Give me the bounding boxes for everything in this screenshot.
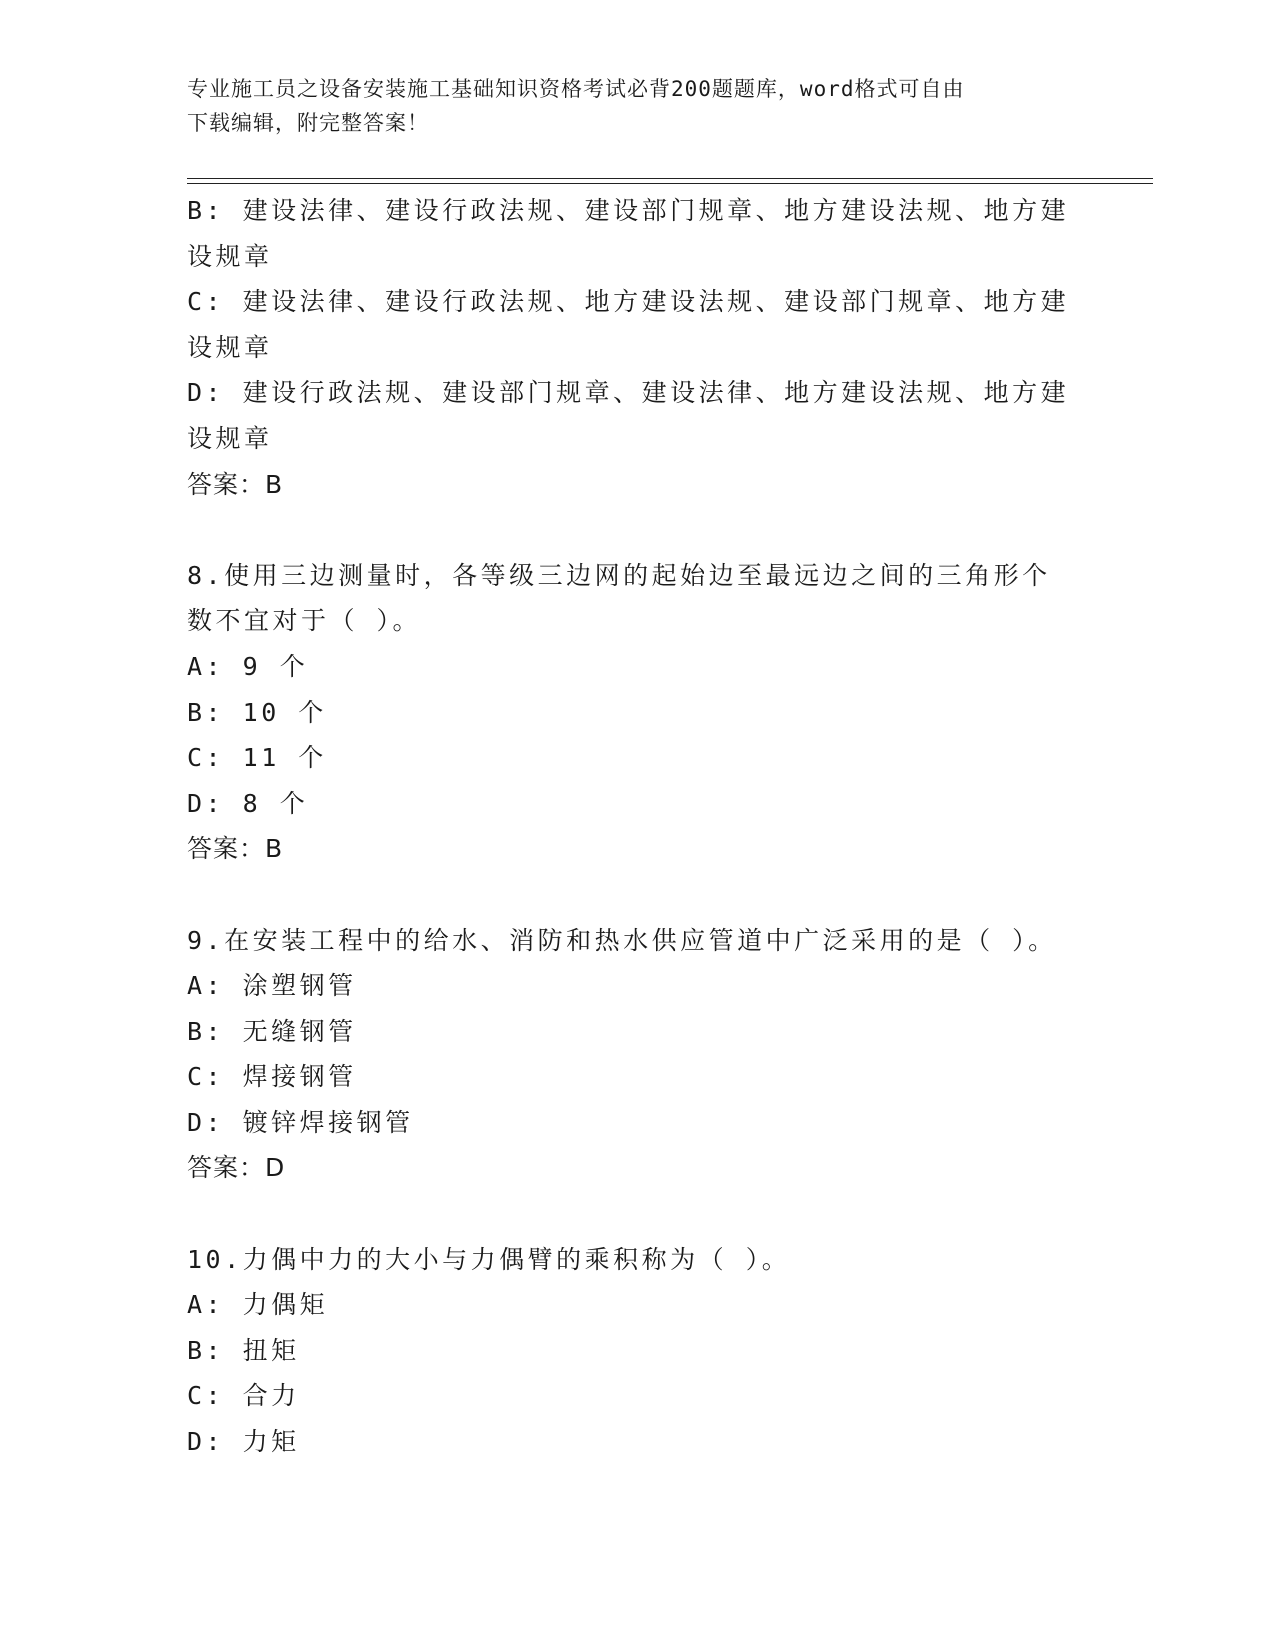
option-a: A: 涂塑钢管 xyxy=(187,971,357,1001)
question-stem: 10.力偶中力的大小与力偶臂的乘积称为（ ）。 xyxy=(187,1244,791,1274)
option-c: C: 焊接钢管 xyxy=(187,1062,357,1092)
option-b-line-2: 设规章 xyxy=(187,241,273,271)
spacer xyxy=(187,1191,1087,1237)
option-d: D: 8 个 xyxy=(187,788,309,818)
header-divider-bottom xyxy=(187,183,1153,184)
option-d: D: 力矩 xyxy=(187,1427,300,1457)
answer-label: 答案：B xyxy=(187,469,284,499)
question-8 xyxy=(187,553,1087,872)
header-divider-top xyxy=(187,178,1153,179)
question-stem-line-2: 数不宜对于（ ）。 xyxy=(187,606,422,636)
option-c-line-1: C: 建设法律、建设行政法规、地方建设法规、建设部门规章、地方建 xyxy=(187,287,1070,317)
spacer xyxy=(187,872,1087,918)
option-c-line-2: 设规章 xyxy=(187,332,273,362)
question-9 xyxy=(187,918,1087,1192)
option-c: C: 合力 xyxy=(187,1381,300,1411)
option-b-line-1: B: 建设法律、建设行政法规、建设部门规章、地方建设法规、地方建 xyxy=(187,196,1070,225)
question-stem-line-1: 8.使用三边测量时，各等级三边网的起始边至最远边之间的三角形个 xyxy=(187,560,1051,590)
option-d-line-2: 设规章 xyxy=(187,423,273,453)
question-7-tail xyxy=(187,188,1087,507)
header-line-1: 专业施工员之设备安装施工基础知识资格考试必背200题题库，word格式可自由 xyxy=(187,77,965,101)
option-d: D: 镀锌焊接钢管 xyxy=(187,1107,414,1137)
answer-label: 答案：D xyxy=(187,1153,286,1183)
question-list xyxy=(187,188,1087,1465)
option-b: B: 10 个 xyxy=(187,697,327,727)
question-10 xyxy=(187,1237,1087,1465)
option-b: B: 扭矩 xyxy=(187,1335,300,1365)
option-d-line-1: D: 建设行政法规、建设部门规章、建设法律、地方建设法规、地方建 xyxy=(187,378,1070,408)
option-c: C: 11 个 xyxy=(187,743,327,773)
option-a: A: 9 个 xyxy=(187,651,309,681)
answer-label: 答案：B xyxy=(187,834,284,864)
header-line-2: 下载编辑，附完整答案！ xyxy=(187,111,429,135)
spacer xyxy=(187,507,1087,553)
question-stem: 9.在安装工程中的给水、消防和热水供应管道中广泛采用的是（ ）。 xyxy=(187,925,1057,955)
option-a: A: 力偶矩 xyxy=(187,1290,329,1320)
document-header xyxy=(187,72,1067,140)
option-b: B: 无缝钢管 xyxy=(187,1016,357,1046)
